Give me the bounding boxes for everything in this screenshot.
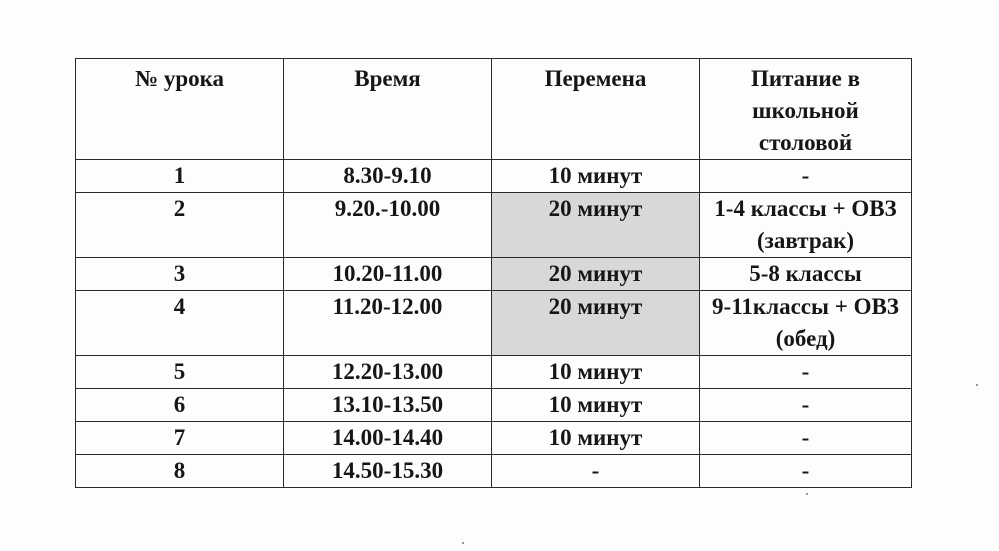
scan-speck: [806, 493, 808, 495]
meal-cell: -: [700, 356, 912, 389]
break-cell: 10 минут: [492, 389, 700, 422]
break-cell: 20 минут: [492, 258, 700, 291]
table-row: [76, 356, 912, 389]
table-row: [76, 291, 912, 356]
lesson-number-cell: 8: [76, 455, 284, 488]
lesson-number-cell: 3: [76, 258, 284, 291]
lesson-number-cell: 4: [76, 291, 284, 356]
lesson-number-cell: 5: [76, 356, 284, 389]
table-row: [76, 193, 912, 258]
meal-cell: 5-8 классы: [700, 258, 912, 291]
lesson-number-cell: 7: [76, 422, 284, 455]
lesson-number-cell: 1: [76, 160, 284, 193]
header-break: Перемена: [492, 59, 700, 160]
table-row: [76, 160, 912, 193]
header-meal: [700, 59, 912, 160]
time-cell: 9.20.-10.00: [284, 193, 492, 258]
time-cell: 8.30-9.10: [284, 160, 492, 193]
header-lesson-number: № урока: [76, 59, 284, 160]
header-row: [76, 59, 912, 160]
meal-cell-label: 9-11классы + ОВЗ (обед): [712, 294, 899, 351]
meal-cell: -: [700, 455, 912, 488]
table-row: [76, 258, 912, 291]
break-cell: -: [492, 455, 700, 488]
break-cell: 10 минут: [492, 356, 700, 389]
time-cell: 12.20-13.00: [284, 356, 492, 389]
meal-cell: [700, 193, 912, 258]
header-meal-label: Питание в школьной столовой: [750, 66, 861, 155]
header-time: Время: [284, 59, 492, 160]
time-cell: 13.10-13.50: [284, 389, 492, 422]
meal-cell: -: [700, 422, 912, 455]
meal-cell: [700, 291, 912, 356]
time-cell: 10.20-11.00: [284, 258, 492, 291]
meal-cell-label: 1-4 классы + ОВЗ (завтрак): [714, 196, 897, 253]
table-row: [76, 389, 912, 422]
time-cell: 14.50-15.30: [284, 455, 492, 488]
break-cell: 10 минут: [492, 160, 700, 193]
time-cell: 11.20-12.00: [284, 291, 492, 356]
lesson-number-cell: 6: [76, 389, 284, 422]
break-cell: 20 минут: [492, 193, 700, 258]
lesson-schedule-table: [75, 58, 912, 488]
meal-cell: -: [700, 389, 912, 422]
meal-cell: -: [700, 160, 912, 193]
time-cell: 14.00-14.40: [284, 422, 492, 455]
break-cell: 10 минут: [492, 422, 700, 455]
scan-speck: [462, 542, 464, 544]
break-cell: 20 минут: [492, 291, 700, 356]
table-row: [76, 455, 912, 488]
table-row: [76, 422, 912, 455]
lesson-number-cell: 2: [76, 193, 284, 258]
scan-speck: [976, 384, 978, 386]
